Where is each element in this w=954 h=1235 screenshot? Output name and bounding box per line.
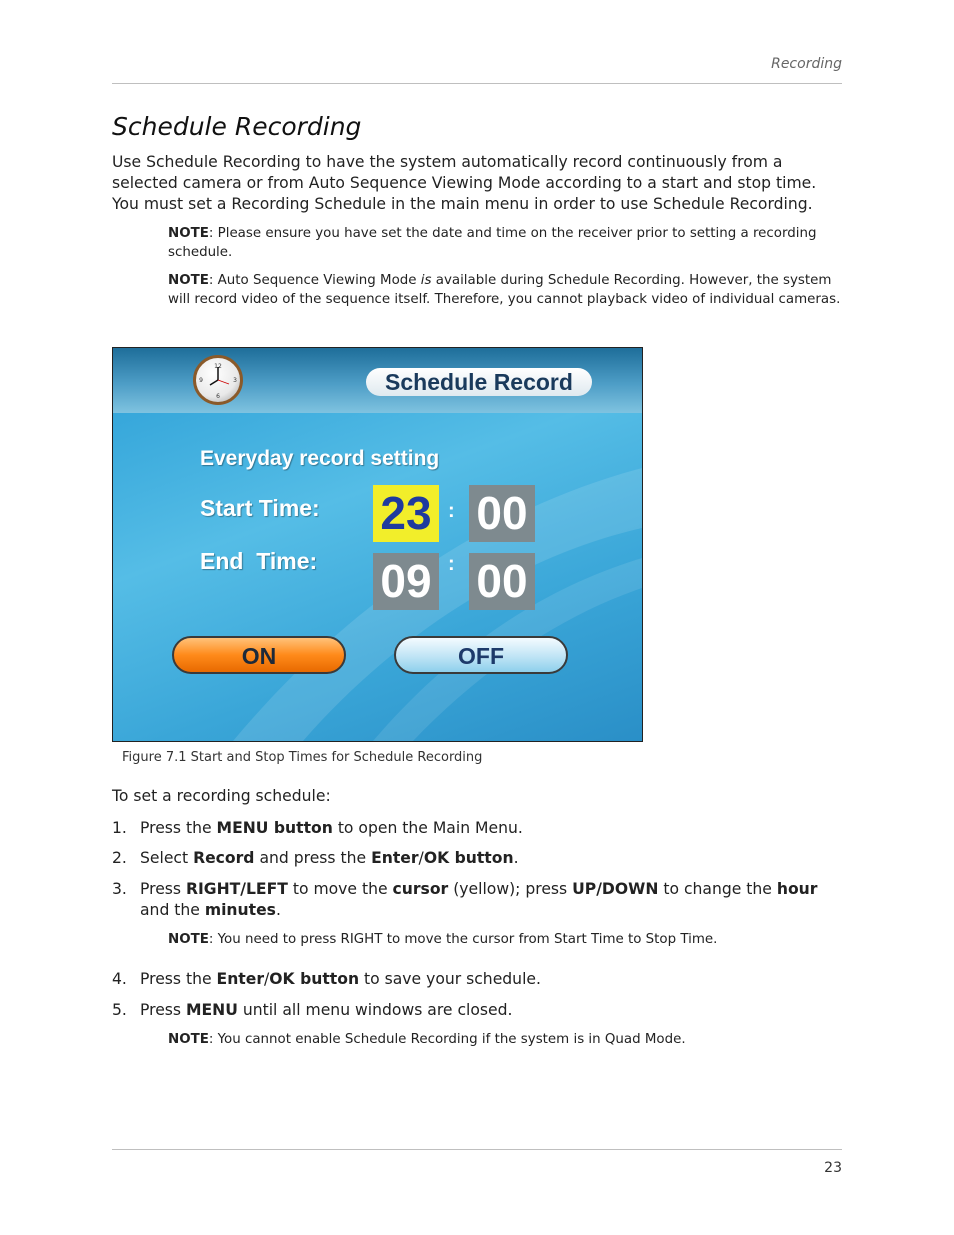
clock-face [196, 358, 240, 402]
step-text-bold: MENU button [216, 819, 333, 837]
steps-lead: To set a recording schedule: [112, 787, 331, 805]
step-text-bold: RIGHT/LEFT [186, 880, 288, 898]
step-text-bold: Record [193, 849, 255, 867]
step-text [140, 848, 845, 869]
intro-paragraph: Use Schedule Recording to have the system automatically record continuously from a selected camera or from Auto Sequence Viewing Mode according to a start and stop time. You must set a Recording Schedule in the main menu in order to use Schedule Recording. [112, 153, 817, 213]
note-text: : You cannot enable Schedule Recording if the system is in Quad Mode. [208, 1032, 686, 1047]
note-text-emphasis: is [420, 273, 432, 288]
start-time-label: Start Time: [200, 495, 320, 521]
note-label: NOTE [168, 226, 209, 241]
clock-number-9: 9 [199, 377, 203, 384]
step-text-run: (yellow); press [448, 880, 573, 898]
note-text-post: available during Schedule Recording. However, the system will record video of the sequence itself. Therefore, you cannot playback video of individual cameras. [168, 273, 841, 307]
step-text [140, 879, 845, 921]
step-text-bold: hour [776, 880, 818, 898]
start-hour-field[interactable]: 23 [373, 485, 439, 542]
page-title: Schedule Recording [112, 112, 362, 141]
step-text-run: Press the [140, 819, 217, 837]
end-minute-field[interactable]: 00 [469, 553, 535, 610]
end-time-colon: : [448, 553, 455, 575]
step-text-run: / [264, 970, 270, 988]
step-number: 5. [112, 1001, 127, 1019]
step-text-run: to save your schedule. [359, 970, 541, 988]
setting-label: Everyday record setting [200, 447, 440, 470]
on-button[interactable]: ON [172, 636, 346, 674]
panel-title: Schedule Record [366, 368, 592, 396]
note-label: NOTE [168, 932, 209, 947]
step-text-run: and press the [254, 849, 372, 867]
header-rule [112, 83, 842, 84]
note-cursor [168, 930, 848, 949]
note-label: NOTE [168, 1032, 209, 1047]
step-text [140, 818, 845, 839]
figure-caption: Figure 7.1 Start and Stop Times for Schedule Recording [122, 750, 483, 765]
note-text: : Please ensure you have set the date and time on the receiver prior to setting a recording schedule. [168, 226, 817, 260]
note-label: NOTE [168, 273, 209, 288]
clock-number-12: 12 [214, 363, 222, 370]
step-text [140, 1000, 845, 1021]
note-auto-sequence [168, 271, 848, 309]
step-number: 1. [112, 819, 127, 837]
step-text-run: . [513, 849, 519, 867]
step-text-run: until all menu windows are closed. [237, 1001, 513, 1019]
step-text-run: and the [140, 901, 205, 919]
clock-icon [193, 355, 243, 405]
step-text-run: Press [140, 1001, 186, 1019]
step-text-bold: UP/DOWN [572, 880, 659, 898]
step-text-run: . [275, 901, 281, 919]
footer-rule [112, 1149, 842, 1150]
step-text [140, 969, 845, 990]
step-text-run: Press [140, 880, 186, 898]
step-text-run: to open the Main Menu. [332, 819, 523, 837]
end-hour-field[interactable]: 09 [373, 553, 439, 610]
step-text-run: Press the [140, 970, 217, 988]
step-text-run: to change the [658, 880, 777, 898]
clock-number-3: 3 [233, 377, 237, 384]
step-text-bold: OK button [269, 970, 360, 988]
start-minute-field[interactable]: 00 [469, 485, 535, 542]
clock-number-6: 6 [216, 393, 220, 400]
end-time-label: End Time: [200, 548, 318, 574]
step-text-run: / [418, 849, 424, 867]
step-number: 3. [112, 880, 127, 898]
step-text-run: to move the [287, 880, 393, 898]
start-time-colon: : [448, 500, 455, 522]
note-text: : You need to press RIGHT to move the cursor from Start Time to Stop Time. [208, 932, 718, 947]
step-number: 4. [112, 970, 127, 988]
step-text-run: Select [140, 849, 194, 867]
step-text-bold: OK button [423, 849, 514, 867]
note-text-pre: : Auto Sequence Viewing Mode [208, 273, 421, 288]
step-text-bold: minutes [204, 901, 276, 919]
step-text-bold: Enter [371, 849, 419, 867]
off-button[interactable]: OFF [394, 636, 568, 674]
step-text-bold: cursor [392, 880, 449, 898]
schedule-record-screenshot [112, 347, 643, 742]
step-number: 2. [112, 849, 127, 867]
running-header: Recording [771, 56, 842, 72]
step-text-bold: Enter [216, 970, 265, 988]
step-text-bold: MENU [186, 1001, 238, 1019]
note-date-time [168, 224, 848, 262]
page-number: 23 [824, 1160, 842, 1176]
note-quad-mode [168, 1030, 848, 1049]
